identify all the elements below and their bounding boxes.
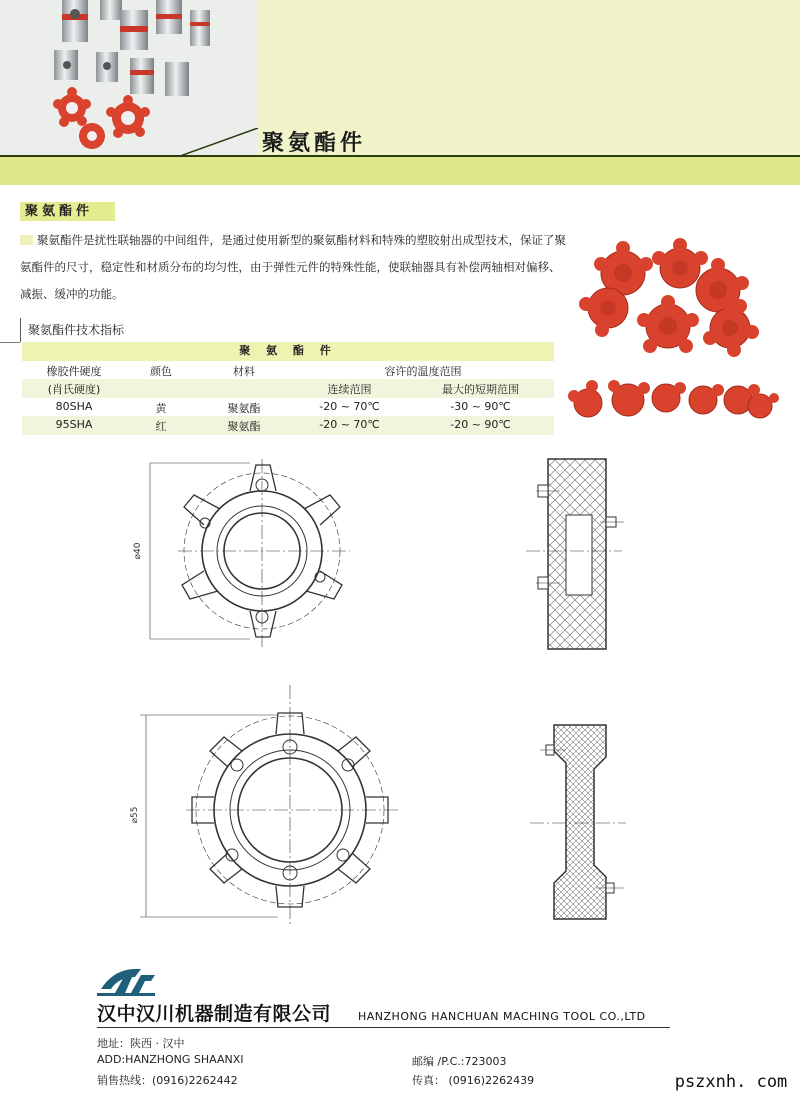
table-header-row: [22, 361, 554, 380]
postal-code: 邮编 /P.C.:723003: [412, 1055, 507, 1068]
col-temp-range: 容许的温度范围: [384, 364, 462, 378]
dim-large-diameter: ⌀55: [130, 806, 140, 824]
cell-material: 聚氨酯: [227, 420, 261, 433]
intro-text: 聚氨酯件是扰性联轴器的中间组件，是通过使用新型的聚氨酯材料和特殊的塑胶射出成型技术，保证了聚氨酯件的尺寸，稳定性和材质分布的均匀性，由于弹性元件的特殊性能，使联轴器具有补偿两轴相对偏移、减振、缓冲的功能。: [20, 233, 566, 301]
cell-short-max: -30 ~ 90℃: [450, 399, 511, 413]
fax-number: 传真： (0916)2262439: [412, 1074, 535, 1087]
page-title: 聚氨酯件: [262, 131, 367, 156]
address-cn: 地址：陕西 · 汉中: [97, 1037, 185, 1050]
header-rule: [0, 155, 800, 157]
company-name-cn: 汉中汉川机器制造有限公司: [97, 1003, 332, 1025]
company-logo-icon: [97, 963, 159, 997]
table-title: 聚 氨 酯 件: [22, 342, 554, 361]
company-name-en: HANZHONG HANCHUAN MACHING TOOL CO.,LTD: [358, 1010, 646, 1023]
paragraph-marker: [20, 235, 33, 245]
sales-hotline: 销售热线：(0916)2262442: [97, 1074, 238, 1087]
cell-color: 红: [155, 420, 167, 433]
spec-table: [22, 342, 554, 435]
large-spider-front-view: [140, 685, 400, 925]
site-watermark: pszxnh. com: [662, 1067, 800, 1097]
cell-short-max: -20 ~ 90℃: [450, 418, 511, 431]
cell-color: 黄: [155, 401, 167, 415]
cell-hardness: 95SHA: [55, 418, 93, 431]
table-row: [22, 398, 554, 417]
spec-heading: 聚氨酯件技术指标: [20, 318, 124, 342]
table-subheader-row: [22, 379, 554, 398]
page-header: [0, 0, 800, 185]
col-hardness-sub: (肖氏硬度): [47, 383, 101, 396]
col-material: 材料: [233, 364, 255, 378]
col-continuous: 连续范围: [327, 383, 372, 396]
cell-continuous: -20 ~ 70℃: [319, 418, 380, 431]
small-spider-side-section: [526, 459, 624, 649]
table-row: [22, 416, 554, 435]
header-divider-line: [180, 128, 260, 158]
small-spider-front-view: [150, 459, 350, 647]
section-title: 聚氨酯件: [20, 202, 115, 221]
spec-heading-rule: [0, 342, 20, 343]
col-color: 颜色: [150, 364, 172, 378]
polyurethane-parts-photo: [568, 228, 780, 438]
col-hardness: 橡胶件硬度: [46, 364, 102, 378]
dim-small-diameter: ⌀40: [133, 542, 143, 560]
col-short-max: 最大的短期范围: [442, 383, 519, 396]
intro-paragraph: [20, 227, 570, 308]
header-band: [0, 155, 800, 185]
cell-continuous: -20 ~ 70℃: [319, 399, 380, 413]
cell-hardness: 80SHA: [55, 399, 93, 413]
footer-rule: [97, 1027, 670, 1028]
large-spider-side-section: [530, 725, 626, 919]
address-en: ADD:HANZHONG SHAANXI: [97, 1053, 244, 1066]
cell-material: 聚氨酯: [227, 401, 261, 415]
technical-drawings: [0, 445, 800, 945]
company-footer: [0, 955, 800, 1118]
